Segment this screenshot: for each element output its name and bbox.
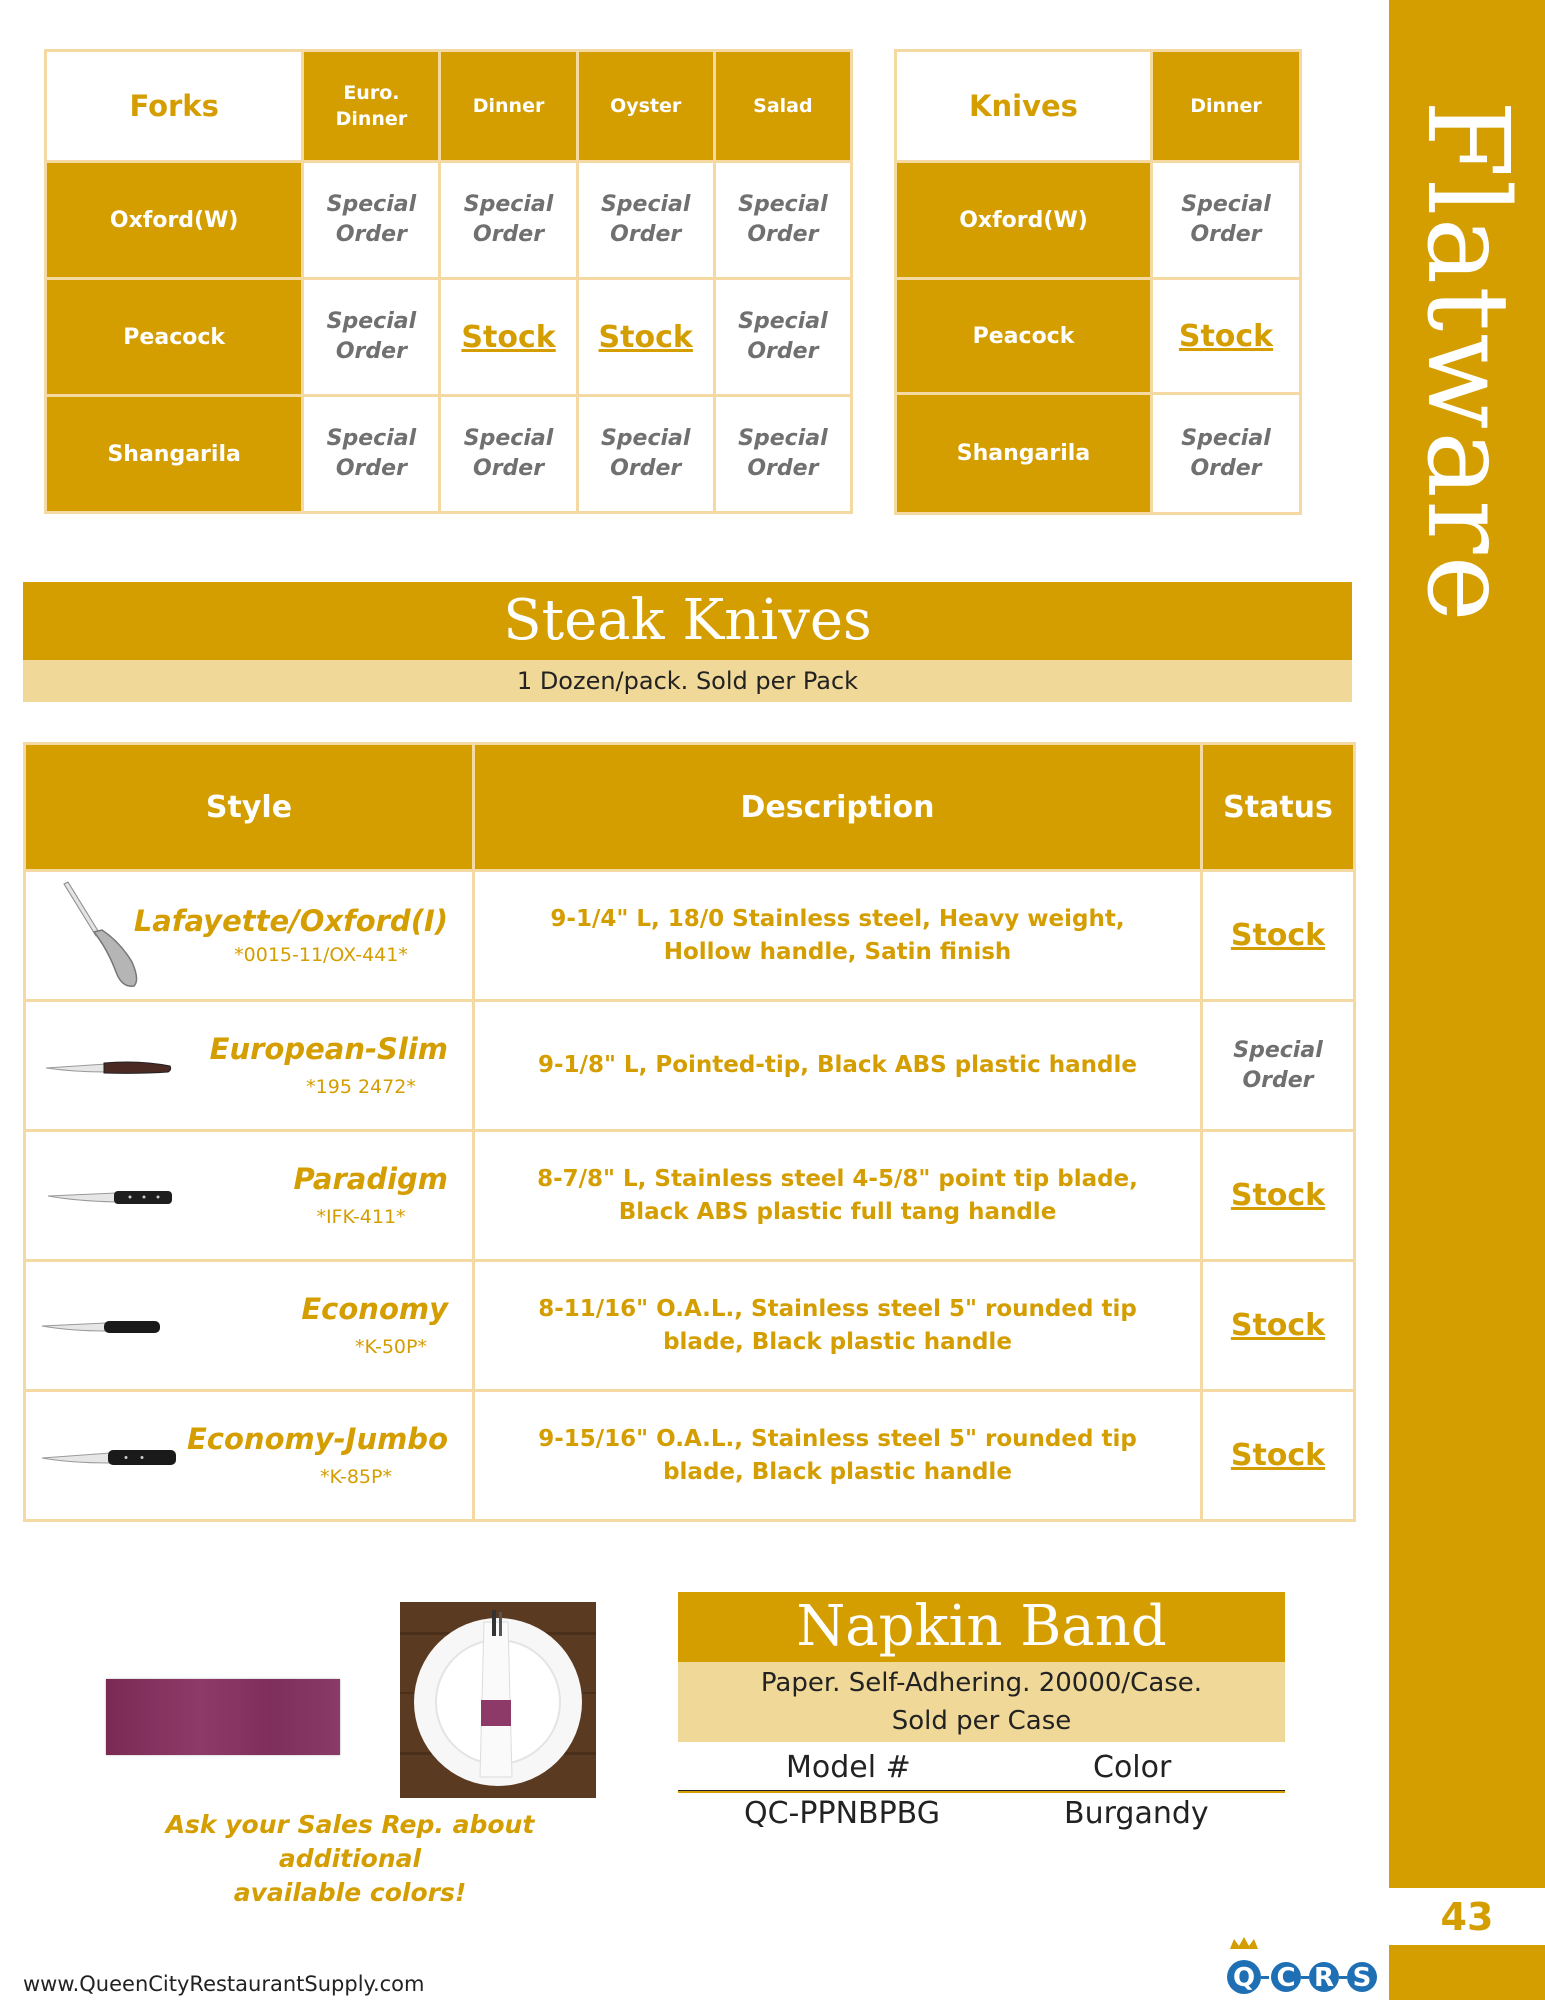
svg-text:S: S — [1352, 1963, 1372, 1993]
col-oyster: Oyster — [577, 51, 714, 162]
stock-link[interactable]: Stock — [440, 279, 577, 396]
description: 8-7/8" L, Stainless steel 4-5/8" point tip blade, Black ABS plastic full tang handle — [474, 1131, 1202, 1261]
plate-with-napkin-image — [400, 1602, 596, 1798]
color-value: Burgandy — [1064, 1796, 1209, 1831]
style-cell — [25, 1001, 474, 1131]
caption-line: available colors! — [233, 1878, 467, 1907]
forks-table — [44, 49, 853, 514]
status-cell — [1202, 1391, 1355, 1521]
description: 9-1/8" L, Pointed-tip, Black ABS plastic handle — [474, 1001, 1202, 1131]
status-cell: Special Order — [1152, 162, 1301, 279]
status-cell — [1202, 1131, 1355, 1261]
caption-line: Ask your Sales Rep. about additional — [165, 1810, 535, 1873]
stock-link[interactable]: Stock — [1152, 279, 1301, 394]
row-peacock: Peacock — [46, 279, 303, 396]
subtitle-line: Sold per Case — [891, 1706, 1072, 1736]
style-code: *K-50P* — [355, 1336, 427, 1358]
knife-image-economy-jumbo — [40, 1446, 180, 1468]
style-name: Paradigm — [293, 1162, 448, 1196]
row-oxford: Oxford(W) — [46, 162, 303, 279]
header-status: Status — [1202, 744, 1355, 871]
style-code: *0015-11/OX-441* — [234, 944, 408, 966]
status-cell: Special Order — [577, 162, 714, 279]
style-name: Lafayette/Oxford(I) — [133, 904, 448, 938]
section-title-vertical — [1389, 0, 1545, 700]
subtitle-line: Paper. Self-Adhering. 20000/Case. — [760, 1668, 1203, 1698]
col-euro-dinner: Euro. Dinner — [303, 51, 440, 162]
svg-text:Q: Q — [1232, 1963, 1256, 1993]
steak-knives-subtitle: 1 Dozen/pack. Sold per Pack — [23, 660, 1352, 702]
description: 9-1/4" L, 18/0 Stainless steel, Heavy weight, Hollow handle, Satin finish — [474, 871, 1202, 1001]
row-shangarila: Shangarila — [896, 394, 1152, 514]
model-value: QC-PPNBPBG — [744, 1796, 940, 1831]
stock-link[interactable]: Stock — [1230, 1308, 1326, 1343]
row-oxford: Oxford(W) — [896, 162, 1152, 279]
napkin-band-subtitle — [678, 1662, 1285, 1742]
knife-image-lafayette — [56, 880, 146, 992]
status-special-order: Special Order — [1233, 1037, 1323, 1093]
knives-table — [894, 49, 1302, 515]
style-name: Economy-Jumbo — [187, 1422, 448, 1456]
col-model: Model # — [786, 1750, 911, 1785]
col-color: Color — [1093, 1750, 1172, 1785]
divider — [678, 1791, 1285, 1793]
description: 8-11/16" O.A.L., Stainless steel 5" rounded tip blade, Black plastic handle — [474, 1261, 1202, 1391]
status-cell: Special Order — [303, 162, 440, 279]
status-cell — [1202, 1001, 1355, 1131]
row-shangarila: Shangarila — [46, 396, 303, 513]
knife-image-european-slim — [44, 1056, 174, 1078]
steak-knives-table — [23, 742, 1356, 1522]
stock-link[interactable]: Stock — [1230, 918, 1326, 953]
qcrs-logo — [1216, 1935, 1380, 1997]
svg-text:C: C — [1276, 1963, 1296, 1993]
sidebar-bottom — [1389, 1945, 1545, 2000]
steak-knives-title: Steak Knives — [23, 582, 1352, 660]
style-code: *195 2472* — [306, 1076, 416, 1098]
style-cell — [25, 871, 474, 1001]
stock-link[interactable]: Stock — [577, 279, 714, 396]
description: 9-15/16" O.A.L., Stainless steel 5" rounded tip blade, Black plastic handle — [474, 1391, 1202, 1521]
col-dinner: Dinner — [440, 51, 577, 162]
section-title: Flatware — [1402, 100, 1532, 624]
svg-text:R: R — [1313, 1963, 1335, 1993]
status-cell: Special Order — [1152, 394, 1301, 514]
forks-header: Forks — [46, 51, 303, 162]
status-cell — [1202, 871, 1355, 1001]
status-cell: Special Order — [714, 279, 851, 396]
status-cell: Special Order — [714, 396, 851, 513]
status-cell: Special Order — [440, 396, 577, 513]
footer-url[interactable]: www.QueenCityRestaurantSupply.com — [23, 1972, 425, 1996]
knives-header: Knives — [896, 51, 1152, 162]
stock-link[interactable]: Stock — [1230, 1178, 1326, 1213]
status-cell — [1202, 1261, 1355, 1391]
col-salad: Salad — [714, 51, 851, 162]
header-description: Description — [474, 744, 1202, 871]
col-dinner: Dinner — [1152, 51, 1301, 162]
status-cell: Special Order — [714, 162, 851, 279]
style-cell — [25, 1391, 474, 1521]
status-cell: Special Order — [303, 396, 440, 513]
style-cell — [25, 1131, 474, 1261]
napkin-caption — [100, 1808, 600, 1910]
style-code: *K-85P* — [320, 1466, 392, 1488]
style-code: *IFK-411* — [316, 1206, 406, 1228]
status-cell: Special Order — [303, 279, 440, 396]
knife-image-economy — [40, 1316, 165, 1336]
status-cell: Special Order — [440, 162, 577, 279]
napkin-band-title: Napkin Band — [678, 1592, 1285, 1662]
row-peacock: Peacock — [896, 279, 1152, 394]
knife-image-paradigm — [46, 1186, 176, 1208]
style-cell — [25, 1261, 474, 1391]
stock-link[interactable]: Stock — [1230, 1438, 1326, 1473]
napkin-band-swatch — [106, 1679, 340, 1755]
style-name: European-Slim — [209, 1032, 448, 1066]
page-number: 43 — [1389, 1888, 1545, 1945]
status-cell: Special Order — [577, 396, 714, 513]
header-style: Style — [25, 744, 474, 871]
style-name: Economy — [301, 1292, 448, 1326]
